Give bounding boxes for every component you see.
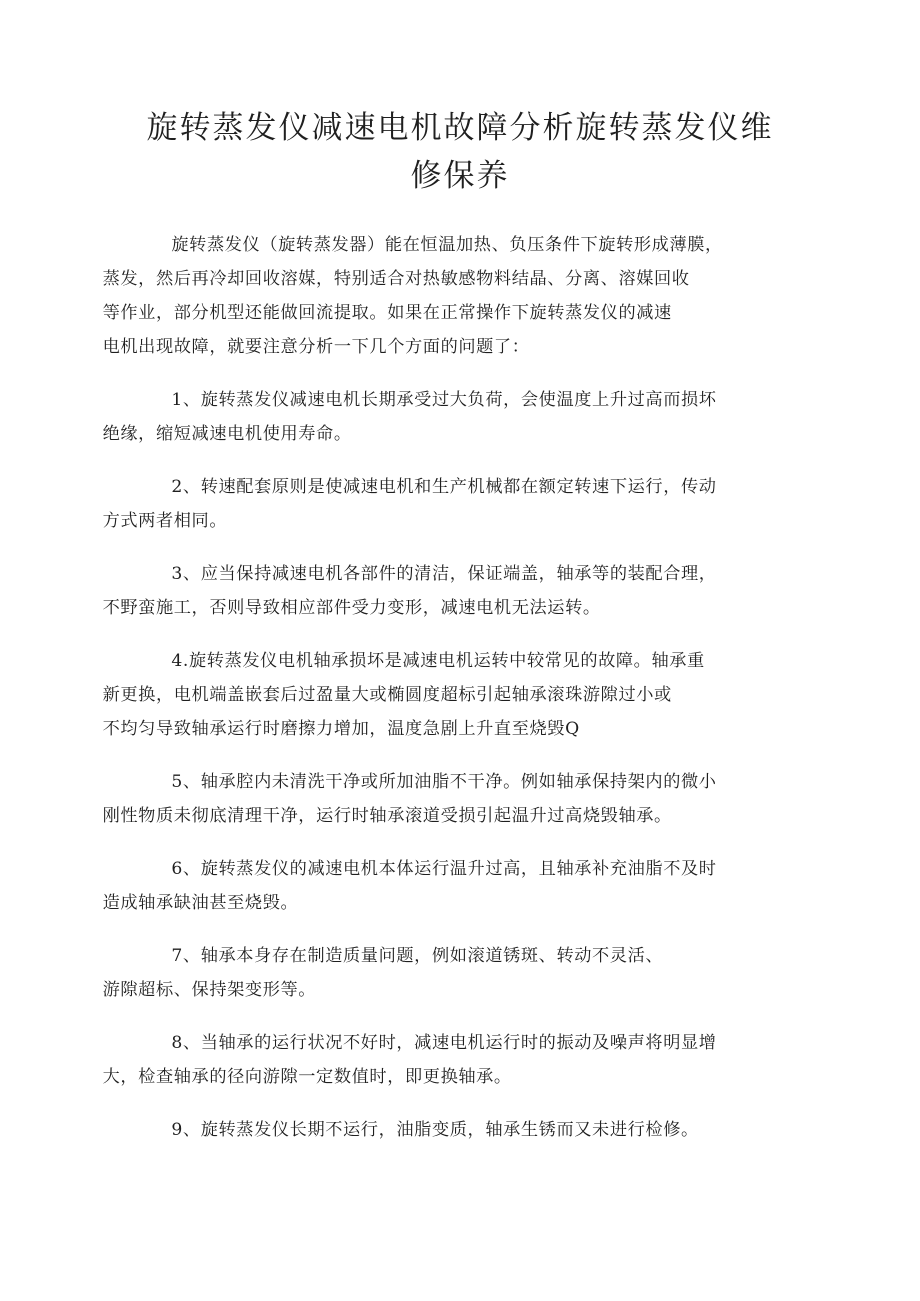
- paragraph-line: 大，检查轴承的径向游隙一定数值时，即更换轴承。: [102, 1067, 512, 1087]
- document-title-line-1: 旋转蒸发仪减速电机故障分析旋转蒸发仪维: [146, 110, 774, 146]
- paragraph-line: 5、轴承腔内未清洗干净或所加油脂不干净。例如轴承保持架内的微小: [171, 772, 717, 792]
- paragraph-line: 方式两者相同。: [102, 511, 228, 531]
- paragraph-1: [102, 228, 797, 364]
- paragraph-line: 2、转速配套原则是使减速电机和生产机械都在额定转速下运行，传动: [171, 477, 717, 497]
- paragraph-6: [102, 765, 797, 833]
- paragraph-line: 刚性物质未彻底清理干净，运行时轴承滚道受损引起温升过高烧毁轴承。: [102, 806, 672, 826]
- paragraph-line: 3、应当保持减速电机各部件的清洁，保证端盖，轴承等的装配合理，: [171, 564, 717, 584]
- paragraph-line: 游隙超标、保持架变形等。: [102, 980, 317, 1000]
- paragraph-line: 不野蛮施工，否则导致相应部件受力变形，减速电机无法运转。: [102, 598, 601, 618]
- paragraph-line: 蒸发，然后再冷却回收溶媒，特别适合对热敏感物料结晶、分离、溶媒回收: [102, 269, 690, 289]
- paragraph-line: 电机出现故障，就要注意分析一下几个方面的问题了：: [102, 337, 530, 357]
- paragraph-line: 4.旋转蒸发仪电机轴承损坏是减速电机运转中较常见的故障。轴承重: [171, 651, 705, 671]
- paragraph-5: [102, 644, 797, 746]
- paragraph-line: 绝缘，缩短减速电机使用寿命。: [102, 424, 352, 444]
- paragraph-9: [102, 1026, 797, 1094]
- paragraph-line: 不均匀导致轴承运行时磨擦力增加，温度急剧上升直至烧毁Q: [102, 719, 580, 739]
- paragraph-3: [102, 470, 797, 538]
- paragraph-2: [102, 383, 797, 451]
- paragraph-line: 等作业，部分机型还能做回流提取。如果在正常操作下旋转蒸发仪的减速: [102, 303, 672, 323]
- paragraph-line: 1、旋转蒸发仪减速电机长期承受过大负荷，会使温度上升过高而损坏: [171, 390, 717, 410]
- paragraph-line: 6、旋转蒸发仪的减速电机本体运行温升过高，且轴承补充油脂不及时: [171, 859, 717, 879]
- document-title-line-2: 修保养: [410, 158, 510, 194]
- paragraph-line: 造成轴承缺油甚至烧毁。: [102, 893, 299, 913]
- paragraph-4: [102, 557, 797, 625]
- paragraph-10: [137, 1113, 797, 1147]
- paragraph-line: 7、轴承本身存在制造质量问题，例如滚道锈斑、转动不灵活、: [171, 946, 664, 966]
- paragraph-line: 9、旋转蒸发仪长期不运行，油脂变质，轴承生锈而又未进行检修。: [171, 1120, 699, 1140]
- document-body: [102, 228, 797, 1166]
- paragraph-7: [102, 852, 797, 920]
- paragraph-line: 新更换，电机端盖嵌套后过盈量大或椭圆度超标引起轴承滚珠游隙过小或: [102, 685, 672, 705]
- paragraph-line: 旋转蒸发仪（旋转蒸发器）能在恒温加热、负压条件下旋转形成薄膜，: [171, 235, 723, 255]
- paragraph-line: 8、当轴承的运行状况不好时，减速电机运行时的振动及噪声将明显增: [171, 1033, 717, 1053]
- paragraph-8: [102, 939, 797, 1007]
